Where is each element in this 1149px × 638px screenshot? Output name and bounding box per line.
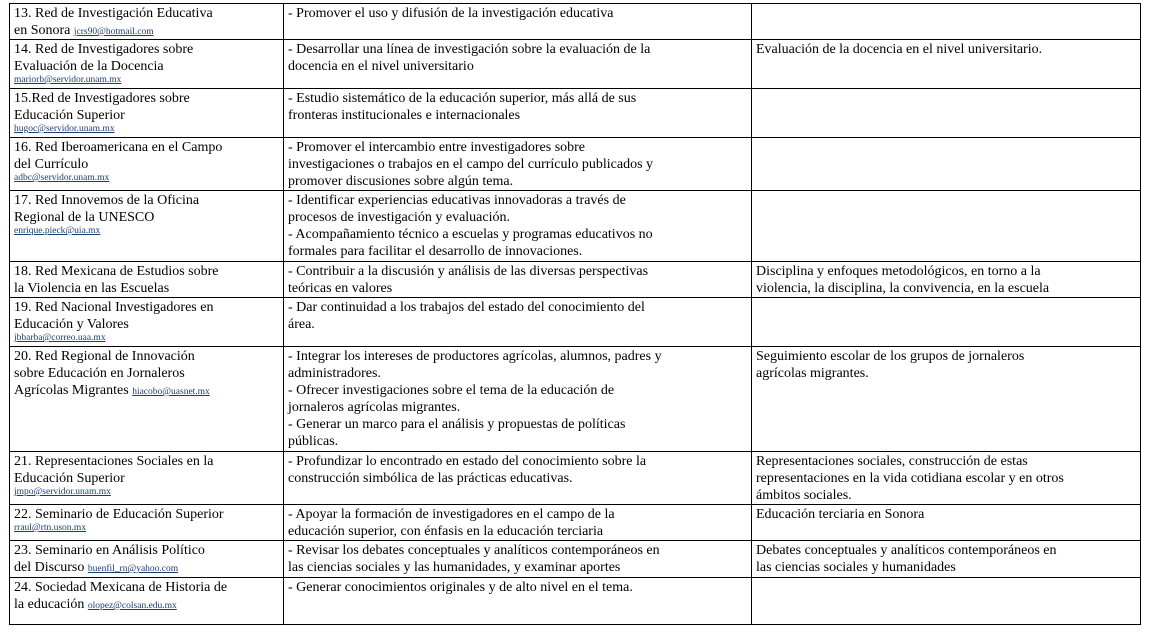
table-row — [10, 191, 1141, 262]
network-name-line: 24. Sociedad Mexicana de Historia de — [14, 580, 228, 595]
topic-cell — [752, 452, 1141, 505]
topic-cell — [752, 191, 1141, 262]
email-link[interactable]: jmpo@servidor.unam.mx — [14, 487, 111, 497]
network-name-line: 18. Red Mexicana de Estudios sobre — [14, 264, 219, 279]
email-link[interactable]: hiacobo@uasnet.mx — [132, 387, 210, 397]
network-name-line: 16. Red Iberoamericana en el Campo — [14, 140, 223, 155]
objective-line: investigaciones o trabajos en el campo del currículo publicados y — [288, 157, 654, 172]
email-link[interactable]: adbc@servidor.unam.mx — [14, 173, 110, 183]
topic-cell — [752, 347, 1141, 452]
network-cell — [10, 191, 284, 262]
table-row — [10, 541, 1141, 578]
objective-cell — [284, 298, 752, 347]
objective-cell — [284, 505, 752, 541]
email-link[interactable]: mariorb@servidor.unam.mx — [14, 75, 122, 85]
network-cell — [10, 541, 284, 578]
network-cell — [10, 347, 284, 452]
network-name-line: 23. Seminario en Análisis Político — [14, 543, 205, 558]
objective-line: procesos de investigación y evaluación. — [288, 210, 510, 225]
network-name-line: 21. Representaciones Sociales en la — [14, 454, 214, 469]
objective-line: - Desarrollar una línea de investigación sobre la evaluación de la — [288, 42, 651, 57]
topic-line: Disciplina y enfoques metodológicos, en torno a la — [756, 264, 1041, 279]
objective-line: - Promover el uso y difusión de la investigación educativa — [288, 6, 614, 21]
network-name-line: la Violencia en las Escuelas — [14, 281, 170, 296]
objective-line: jornaleros agrícolas migrantes. — [288, 400, 461, 415]
objective-cell — [284, 40, 752, 89]
objective-cell — [284, 191, 752, 262]
topic-cell — [752, 298, 1141, 347]
network-name-line: 20. Red Regional de Innovación — [14, 349, 195, 364]
objective-cell — [284, 541, 752, 578]
objective-cell — [284, 452, 752, 505]
network-name-line: sobre Educación en Jornaleros — [14, 366, 185, 381]
network-cell — [10, 262, 284, 298]
topic-line: Educación terciaria en Sonora — [756, 507, 925, 522]
objective-line: las ciencias sociales y las humanidades, y examinar aportes — [288, 560, 621, 575]
network-name-line: 22. Seminario de Educación Superior — [14, 507, 224, 522]
objective-line: promover discusiones sobre algún tema. — [288, 174, 514, 189]
objective-cell — [284, 138, 752, 191]
topic-cell — [752, 89, 1141, 138]
objective-line: - Revisar los debates conceptuales y analíticos contemporáneos en — [288, 543, 660, 558]
table-row — [10, 89, 1141, 138]
table-row — [10, 298, 1141, 347]
objective-line: administradores. — [288, 366, 381, 381]
objective-line: - Promover el intercambio entre investigadores sobre — [288, 140, 586, 155]
objective-line: - Dar continuidad a los trabajos del estado del conocimiento del — [288, 300, 645, 315]
objective-line: - Generar conocimientos originales y de alto nivel en el tema. — [288, 580, 633, 595]
table-row — [10, 578, 1141, 625]
network-name-line: del Currículo — [14, 157, 89, 172]
objective-line: construcción simbólica de las prácticas educativas. — [288, 471, 573, 486]
network-name-line: Educación y Valores — [14, 317, 129, 332]
objective-line: teóricas en valores — [288, 281, 393, 296]
network-cell — [10, 4, 284, 40]
network-cell — [10, 298, 284, 347]
network-cell — [10, 89, 284, 138]
objective-line: formales para facilitar el desarrollo de innovaciones. — [288, 244, 583, 259]
objective-line: públicas. — [288, 434, 339, 449]
network-name-line: 17. Red Innovemos de la Oficina — [14, 193, 200, 208]
network-name-line: del Discurso buenfil_rn@yahoo.com — [14, 560, 179, 575]
network-cell — [10, 40, 284, 89]
table-row — [10, 138, 1141, 191]
network-cell — [10, 578, 284, 625]
network-name-line: Regional de la UNESCO — [14, 210, 155, 225]
network-name-line: 15.Red de Investigadores sobre — [14, 91, 190, 106]
topic-cell — [752, 262, 1141, 298]
email-link[interactable]: rraul@rtn.uson.mx — [14, 523, 87, 533]
objective-cell — [284, 578, 752, 625]
network-name-line: Evaluación de la Docencia — [14, 59, 164, 74]
topic-cell — [752, 138, 1141, 191]
topic-line: violencia, la disciplina, la convivencia, en la escuela — [756, 281, 1050, 296]
network-name-line: Educación Superior — [14, 471, 125, 486]
topic-cell — [752, 40, 1141, 89]
objective-cell — [284, 89, 752, 138]
topic-cell — [752, 578, 1141, 625]
table-row — [10, 40, 1141, 89]
objective-line: - Integrar los intereses de productores agrícolas, alumnos, padres y — [288, 349, 662, 364]
email-link[interactable]: hugoc@servidor.unam.mx — [14, 124, 115, 134]
table-row — [10, 262, 1141, 298]
email-link[interactable]: enrique.pieck@uia.mx — [14, 226, 101, 236]
network-name-line: en Sonora jcrs90@hotmail.com — [14, 23, 154, 38]
network-name-line: 14. Red de Investigadores sobre — [14, 42, 194, 57]
objective-line: área. — [288, 317, 315, 332]
network-name-line: 19. Red Nacional Investigadores en — [14, 300, 214, 315]
objective-line: - Generar un marco para el análisis y propuestas de políticas — [288, 417, 626, 432]
email-link[interactable]: olopez@colsan.edu.mx — [87, 601, 177, 611]
topic-line: Evaluación de la docencia en el nivel universitario. — [756, 42, 1043, 57]
network-name-line: Educación Superior — [14, 108, 125, 123]
objective-line: fronteras institucionales e internacionales — [288, 108, 521, 123]
objective-cell — [284, 347, 752, 452]
topic-line: ámbitos sociales. — [756, 488, 852, 503]
network-name-line: la educación olopez@colsan.edu.mx — [14, 597, 177, 612]
objective-line: docencia en el nivel universitario — [288, 59, 474, 74]
email-link[interactable]: jbbarba@correo.uaa.mx — [14, 333, 106, 343]
email-link[interactable]: buenfil_rn@yahoo.com — [87, 564, 179, 574]
research-networks-table — [9, 3, 1141, 625]
network-cell — [10, 452, 284, 505]
topic-line: agrícolas migrantes. — [756, 366, 869, 381]
topic-line: Debates conceptuales y analíticos contemporáneos en — [756, 543, 1057, 558]
objective-line: - Contribuir a la discusión y análisis de las diversas perspectivas — [288, 264, 649, 279]
topic-cell — [752, 505, 1141, 541]
objective-line: - Profundizar lo encontrado en estado del conocimiento sobre la — [288, 454, 647, 469]
objective-cell — [284, 262, 752, 298]
table-row — [10, 4, 1141, 40]
topic-line: las ciencias sociales y humanidades — [756, 560, 956, 575]
objective-line: - Acompañamiento técnico a escuelas y programas educativos no — [288, 227, 653, 242]
topic-cell — [752, 4, 1141, 40]
topic-line: Representaciones sociales, construcción de estas — [756, 454, 1028, 469]
objective-line: - Ofrecer investigaciones sobre el tema de la educación de — [288, 383, 615, 398]
network-name-line: Agrícolas Migrantes hiacobo@uasnet.mx — [14, 383, 210, 398]
objective-cell — [284, 4, 752, 40]
table-row — [10, 452, 1141, 505]
table-body — [10, 4, 1141, 625]
topic-line: Seguimiento escolar de los grupos de jornaleros — [756, 349, 1025, 364]
topic-line: representaciones en la vida cotidiana escolar y en otros — [756, 471, 1064, 486]
topic-cell — [752, 541, 1141, 578]
network-name-line: 13. Red de Investigación Educativa — [14, 6, 213, 21]
objective-line: - Identificar experiencias educativas innovadoras a través de — [288, 193, 626, 208]
objective-line: - Apoyar la formación de investigadores en el campo de la — [288, 507, 615, 522]
network-cell — [10, 138, 284, 191]
objective-line: educación superior, con énfasis en la educación terciaria — [288, 524, 604, 539]
table-row — [10, 347, 1141, 452]
table-row — [10, 505, 1141, 541]
objective-line: - Estudio sistemático de la educación superior, más allá de sus — [288, 91, 637, 106]
email-link[interactable]: jcrs90@hotmail.com — [73, 27, 154, 37]
network-cell — [10, 505, 284, 541]
